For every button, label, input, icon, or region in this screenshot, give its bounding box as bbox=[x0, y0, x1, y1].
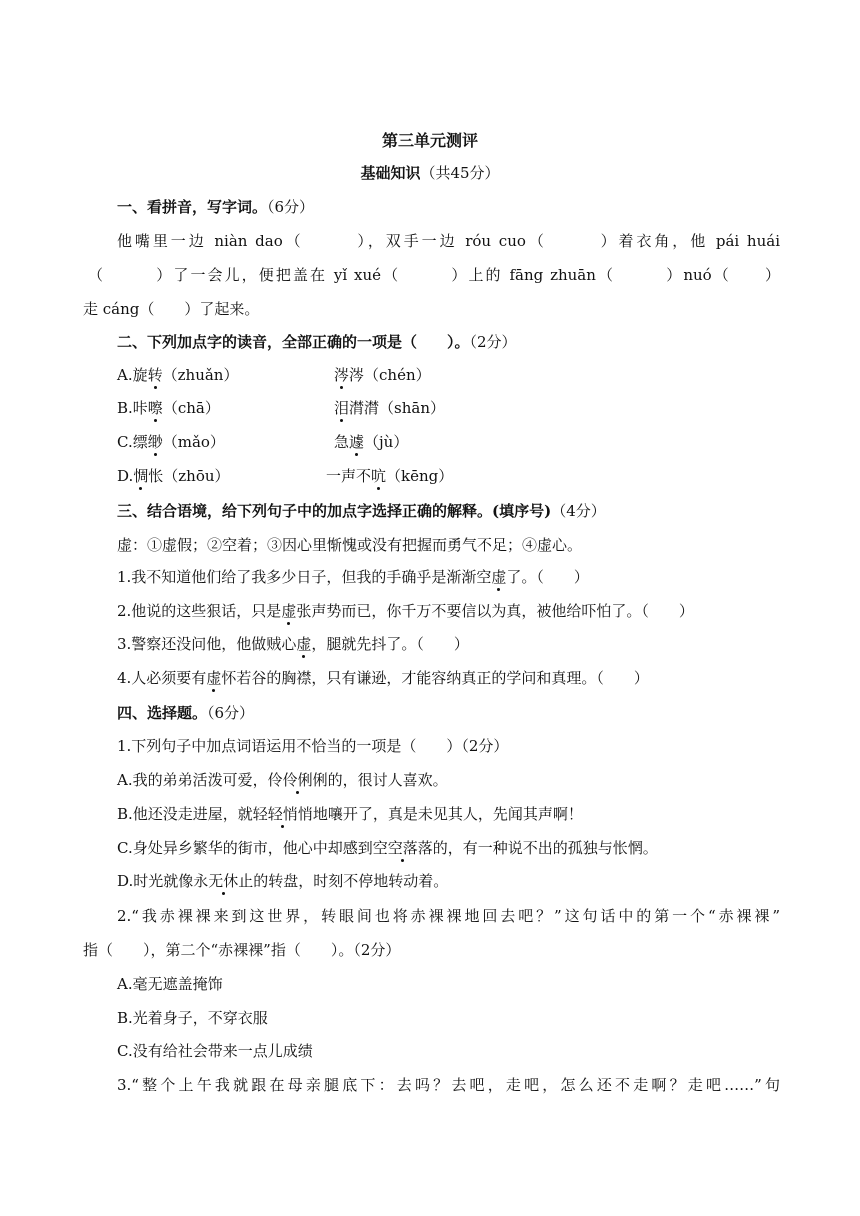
dotted-char: 虚 bbox=[206, 663, 221, 693]
dotted-char: 遽 bbox=[349, 427, 364, 457]
section-1-score: （6分） bbox=[267, 198, 315, 216]
section-2-heading bbox=[0, 327, 860, 357]
option-c-left: C.缥缈（mǎo） bbox=[117, 433, 225, 451]
dotted-word: 伶伶俐俐 bbox=[268, 765, 328, 795]
option-a-right: 涔涔（chén） bbox=[334, 360, 431, 390]
option-d-right: 一声不吭（kēng） bbox=[326, 461, 453, 491]
question-1-option-a: A.我的弟弟活泼可爱，伶伶俐俐的，很讨人喜欢。 bbox=[0, 765, 860, 795]
section-4-score: （6分） bbox=[207, 704, 255, 722]
dotted-word: 永无休止 bbox=[193, 866, 253, 896]
option-b-left: B.咔嚓（chā） bbox=[117, 399, 220, 417]
section-1-line-3: 走 cáng（ ）了起来。 bbox=[83, 300, 260, 318]
sentence-3: 3.警察还没问他，他做贼心虚，腿就先抖了。（ ） bbox=[0, 629, 860, 659]
section-1-line-1: 他嘴里一边 niàn dao（ ），双手一边 róu cuo（ ）着衣角，他 pái huái bbox=[117, 232, 780, 250]
subtitle-main: 基础知识 bbox=[360, 164, 421, 182]
section-2-score: （2分） bbox=[469, 333, 517, 351]
question-1-option-b: B.他还没走进屋，就轻轻悄悄地嚷开了，真是未见其人，先闻其声啊！ bbox=[0, 799, 860, 829]
option-b-row bbox=[0, 393, 860, 423]
dotted-char: 虚 bbox=[491, 562, 506, 592]
question-1-stem: 1.下列句子中加点词语运用不恰当的一项是（ ）（2分） bbox=[117, 737, 509, 755]
sentence-1: 1.我不知道他们给了我多少日子，但我的手确乎是渐渐空虚了。（ ） bbox=[0, 562, 860, 592]
dotted-word: 轻轻悄悄 bbox=[253, 799, 313, 829]
option-b-right: 泪潸潸（shān） bbox=[334, 393, 445, 423]
section-3-score: （4分） bbox=[551, 502, 606, 520]
option-c-right: 急遽（jù） bbox=[334, 427, 408, 457]
section-3-title: 三、结合语境，给下列句子中的加点字选择正确的解释。(填序号) bbox=[117, 502, 552, 520]
page-title: 第三单元测评 bbox=[381, 131, 478, 150]
dotted-char: 转 bbox=[148, 360, 163, 390]
question-2-option-a: A.毫无遮盖掩饰 bbox=[117, 975, 223, 993]
dotted-char: 泪 bbox=[334, 393, 349, 423]
sentence-4: 4.人必须要有虚怀若谷的胸襟，只有谦逊，才能容纳真正的学问和真理。（ ） bbox=[0, 663, 860, 693]
question-2-line-2: 指（ ），第二个“赤裸裸”指（ ）。（2分） bbox=[83, 941, 401, 959]
dotted-char: 涔 bbox=[334, 360, 349, 390]
dotted-char: 虚 bbox=[281, 596, 296, 626]
subtitle-note: （共45分） bbox=[420, 164, 500, 182]
dotted-char: 缈 bbox=[148, 427, 163, 457]
option-a-left: A.旋转（zhuǎn） bbox=[117, 366, 238, 384]
dotted-char: 惆 bbox=[133, 461, 148, 491]
section-4-title: 四、选择题。 bbox=[117, 704, 208, 722]
dotted-char: 虚 bbox=[296, 629, 311, 659]
section-subtitle bbox=[0, 158, 860, 188]
section-1-heading bbox=[0, 192, 860, 222]
section-2-title: 二、下列加点字的读音，全部正确的一项是（ ）。 bbox=[117, 333, 470, 351]
question-1-option-d: D.时光就像永无休止的转盘，时刻不停地转动着。 bbox=[0, 866, 860, 896]
option-d-row bbox=[0, 461, 860, 491]
section-1-title: 一、看拼音，写字词。 bbox=[117, 198, 268, 216]
sentence-2: 2.他说的这些狠话，只是虚张声势而已，你千万不要信以为真，被他给吓怕了。（ ） bbox=[0, 596, 860, 626]
question-2-line-1: 2.“我赤裸裸来到这世界，转眼间也将赤裸裸地回去吧？”这句话中的第一个“赤裸裸” bbox=[117, 907, 780, 925]
definition-line: 虚：①虚假；②空着；③因心里惭愧或没有把握而勇气不足；④虚心。 bbox=[117, 536, 583, 554]
dotted-word: 空空落落 bbox=[373, 833, 433, 863]
dotted-char: 嚓 bbox=[148, 393, 163, 423]
question-3-line-1: 3.“整个上午我就跟在母亲腿底下：去吗？去吧，走吧，怎么还不走啊？走吧……”句 bbox=[117, 1076, 780, 1094]
option-a-row bbox=[0, 360, 860, 390]
question-1-option-c: C.身处异乡繁华的街市，他心中却感到空空落落的，有一种说不出的孤独与怅惘。 bbox=[0, 833, 860, 863]
question-2-option-c: C.没有给社会带来一点儿成绩 bbox=[117, 1042, 313, 1060]
section-4-heading bbox=[0, 698, 860, 728]
question-2-option-b: B.光着身子，不穿衣服 bbox=[117, 1009, 268, 1027]
section-3-heading bbox=[0, 496, 860, 526]
option-d-left: D.惆怅（zhōu） bbox=[117, 467, 230, 485]
option-c-row bbox=[0, 427, 860, 457]
section-1-line-2: （ ）了一会儿，便把盖在 yǐ xué（ ）上的 fāng zhuān（ ）nuó（ ） bbox=[88, 266, 780, 284]
dotted-char: 吭 bbox=[371, 461, 386, 491]
